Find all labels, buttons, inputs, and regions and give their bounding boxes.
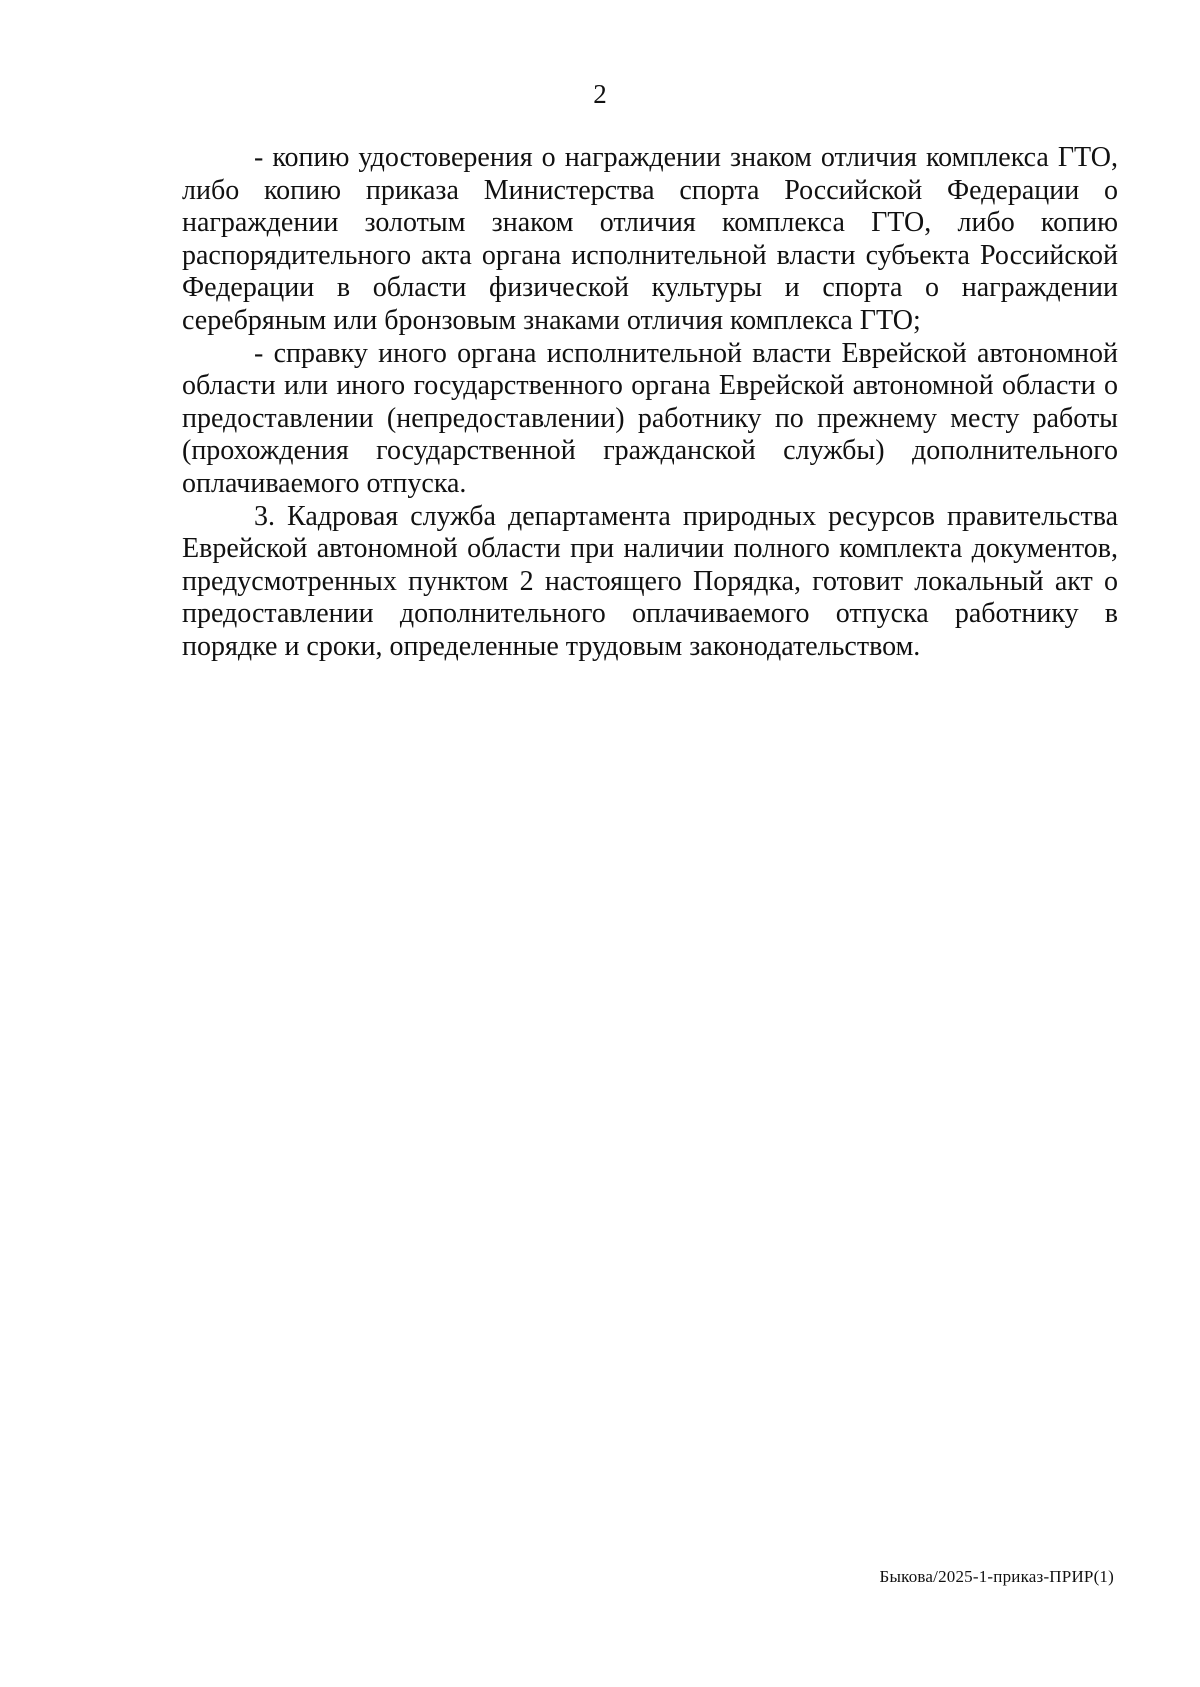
- paragraph-gto-certificate: - копию удостоверения о награждении знаком отличия комплекса ГТО, либо копию приказа Министерства спорта Российской Федерации о награждении золотым знаком отличия комплекса ГТО, либо копию распорядительного акта органа исполнительной власти субъекта Российской Федерации в области физической культуры и спорта о награждении серебряным или бронзовым знаками отличия комплекса ГТО;: [182, 142, 1118, 336]
- footer-document-reference: Быкова/2025-1-приказ-ПРИР(1): [879, 1567, 1114, 1586]
- paragraph-leave-certificate: - справку иного органа исполнительной власти Еврейской автономной области или иного государственного органа Еврейской автономной области о предоставлении (непредоставлении) работнику по прежнему месту работы (прохождения государственной гражданской службы) дополнительного оплачиваемого отпуска.: [182, 337, 1118, 499]
- paragraph-hr-service: 3. Кадровая служба департамента природных ресурсов правительства Еврейской автономной области при наличии полного комплекта документов, предусмотренных пунктом 2 настоящего Порядка, готовит локальный акт о предоставлении дополнительного оплачиваемого отпуска работнику в порядке и сроки, определенные трудовым законодательством.: [182, 500, 1118, 662]
- document-body: [182, 142, 1118, 664]
- page-number: 2: [593, 79, 607, 109]
